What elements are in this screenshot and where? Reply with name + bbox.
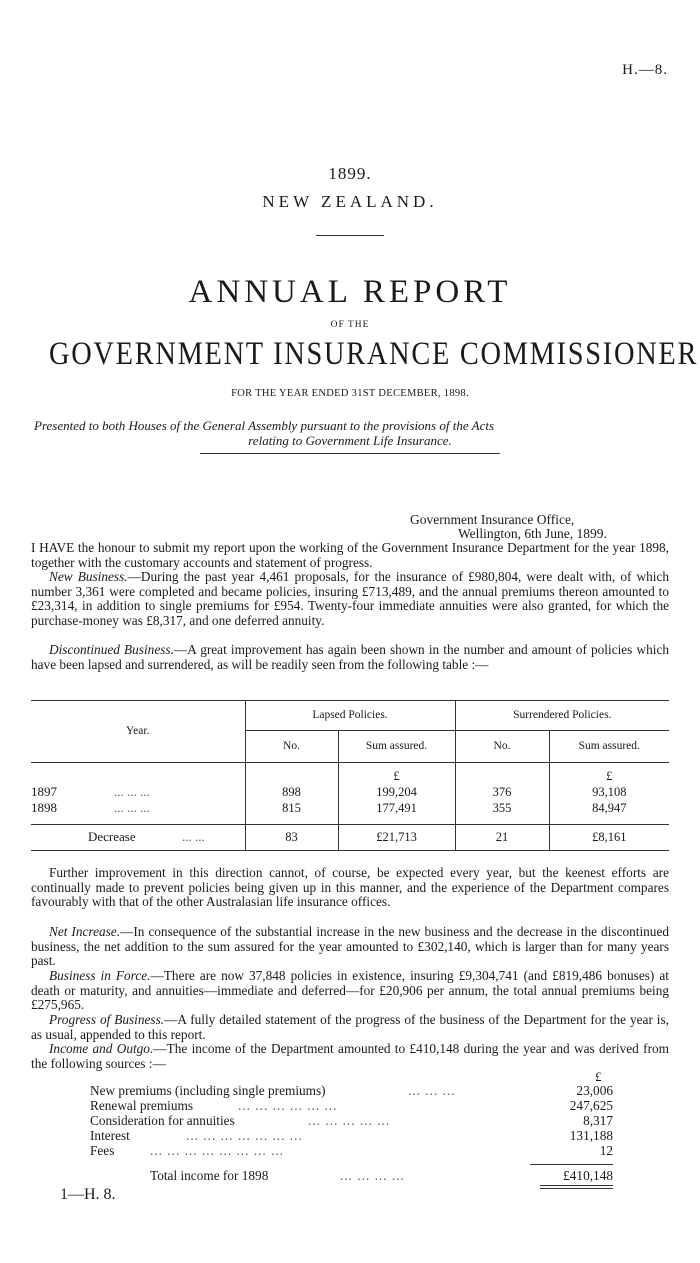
country-name: NEW ZEALAND. <box>262 192 438 211</box>
total-double-rule-2 <box>540 1188 613 1189</box>
surrendered-no-header: No. <box>455 730 549 762</box>
income-total: Total income for 1898 ... ... ... ... £410,148 <box>150 1168 613 1183</box>
lapsed-sum-header: Sum assured. <box>338 730 455 762</box>
of-the-label: OF THE <box>330 320 370 330</box>
further-paragraph: Further improvement in this direction cannot, of course, be expected every year, but the keenest efforts are continually made to prevent policies being given up in this manner, and the experience of the Department compares favourably with that of the other Australasian life insurance offices. <box>31 865 669 910</box>
surrendered-sum: 84,947 <box>549 800 669 816</box>
decrease-row <box>31 824 669 850</box>
row-year: 1897 <box>31 784 57 799</box>
table-row <box>31 800 669 816</box>
notice-divider <box>200 453 500 454</box>
list-item: Interest ... ... ... ... ... ... ... 131,188 <box>90 1128 613 1143</box>
business-in-force-paragraph: Business in Force.—There are now 37,848 policies in existence, insuring £9,304,741 (and £819,486 bonuses) at death or maturity, and annuities—immediate and deferred—for £20,906 per annum, the total annual premiums being £275,965. <box>31 968 669 1013</box>
decrease-label: Decrease <box>88 829 136 844</box>
discontinued-heading: Discontinued Business. <box>49 642 174 657</box>
decrease-surrendered-sum: £8,161 <box>549 824 669 850</box>
report-period: FOR THE YEAR ENDED 31ST DECEMBER, 1898. <box>231 388 469 399</box>
commissioner-title: GOVERNMENT INSURANCE COMMISSIONER <box>49 336 699 372</box>
footer-reference: 1—H. 8. <box>60 1186 116 1203</box>
intro-paragraph: I HAVE the honour to submit my report upon the working of the Government Insurance Department for the year 1898, together with the customary accounts and statement of progress. <box>31 540 669 570</box>
net-increase-paragraph: Net Increase.—In consequence of the substantial increase in the new business and the decrease in the discontinued business, the net addition to the sum assured for the year amounted to £302,140, which is larger than for many years past. <box>31 924 669 969</box>
year-header: Year. <box>126 724 150 737</box>
total-double-rule-1 <box>540 1185 613 1186</box>
presented-line-1: Presented to both Houses of the General Assembly pursuant to the provisions of the Acts <box>34 418 495 433</box>
presented-line-2: relating to Government Life Insurance. <box>248 433 452 448</box>
lapsed-no: 898 <box>245 784 338 800</box>
surrendered-no: 355 <box>455 800 549 816</box>
row-dots: ... ... ... <box>114 800 150 815</box>
lapsed-no-header: No. <box>245 730 338 762</box>
new-business-paragraph: New Business.—During the past year 4,461 proposals, for the insurance of £980,804, were dealt with, of which number 3,361 were completed and became policies, insuring £713,489, and the annual premiums thereon amounted to £23,314, in addition to single premiums for £954. Twenty-four immediate annuities were also granted, for which the purchase-money was £8,317, and one deferred annuity. <box>31 569 669 628</box>
lapsed-currency: £ <box>338 762 455 784</box>
progress-paragraph: Progress of Business.—A fully detailed statement of the progress of the business of the Department for the year is, as usual, appended to this report. <box>31 1012 669 1042</box>
business-in-force-heading: Business in Force. <box>49 968 151 983</box>
income-heading: Income and Outgo. <box>49 1041 154 1056</box>
income-paragraph: Income and Outgo.—The income of the Department amounted to £410,148 during the year and was derived from the following sources :— <box>31 1041 669 1071</box>
letter-date: Wellington, 6th June, 1899. <box>458 526 607 541</box>
surrendered-sum: 93,108 <box>549 784 669 800</box>
surrendered-sum-header: Sum assured. <box>549 730 669 762</box>
decrease-lapsed-sum: £21,713 <box>338 824 455 850</box>
progress-heading: Progress of Business. <box>49 1012 165 1027</box>
surrendered-no: 376 <box>455 784 549 800</box>
decrease-surrendered-no: 21 <box>455 824 549 850</box>
total-top-rule <box>530 1164 613 1165</box>
office-name: Government Insurance Office, <box>410 512 575 527</box>
lapsed-no: 815 <box>245 800 338 816</box>
row-dots: ... ... <box>182 829 205 844</box>
surrendered-header: Surrendered Policies. <box>455 700 669 730</box>
row-dots: ... ... ... <box>114 784 150 799</box>
title-divider <box>316 235 384 236</box>
decrease-lapsed-no: 83 <box>245 824 338 850</box>
lapsed-header: Lapsed Policies. <box>245 700 455 730</box>
policies-table <box>31 700 669 851</box>
lapsed-sum: 199,204 <box>338 784 455 800</box>
surrendered-currency: £ <box>549 762 669 784</box>
row-year: 1898 <box>31 800 57 815</box>
discontinued-paragraph: Discontinued Business.—A great improvement has again been shown in the number and amount of policies which have been lapsed and surrendered, as will be readily seen from the following table :— <box>31 642 669 672</box>
list-item: Renewal premiums ... ... ... ... ... ... 247,625 <box>90 1098 613 1113</box>
list-item: Fees ... ... ... ... ... ... ... ... 12 <box>90 1143 613 1158</box>
net-increase-heading: Net Increase. <box>49 924 121 939</box>
table-row <box>31 784 669 800</box>
report-year: 1899. <box>328 164 372 183</box>
page-reference: H.—8. <box>622 62 668 78</box>
list-item: New premiums (including single premiums) ... ... ... 23,006 <box>90 1083 613 1098</box>
lapsed-sum: 177,491 <box>338 800 455 816</box>
income-currency: £ <box>595 1069 602 1084</box>
new-business-heading: New Business. <box>49 569 128 584</box>
report-title: ANNUAL REPORT <box>188 274 512 310</box>
list-item: Consideration for annuities ... ... ... ... ... 8,317 <box>90 1113 613 1128</box>
